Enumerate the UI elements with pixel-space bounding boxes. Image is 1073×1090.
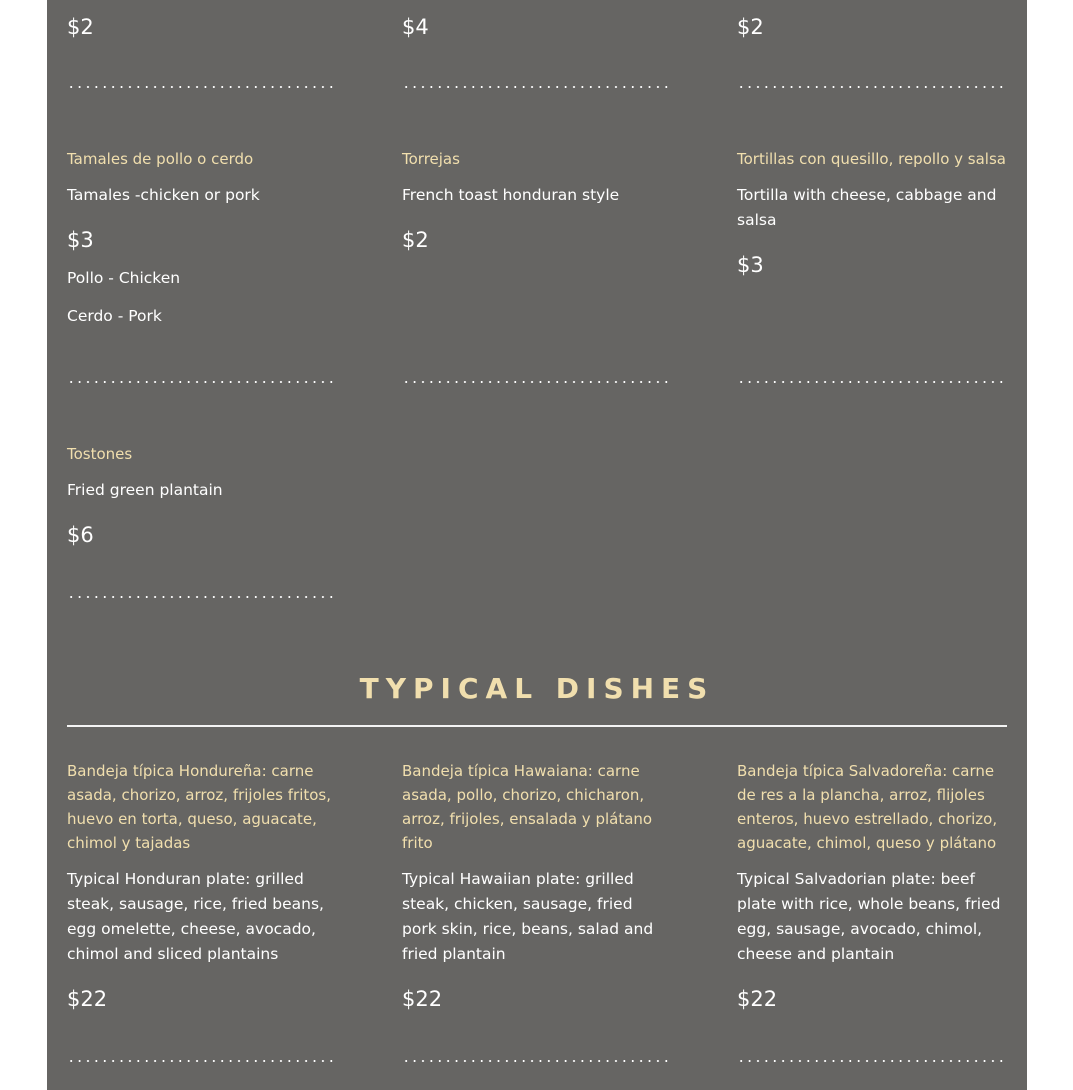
menu-item: [67, 442, 337, 550]
menu-item: [67, 759, 337, 1014]
item-name: Tamales de pollo o cerdo: [67, 150, 254, 168]
dotted-divider: [67, 86, 337, 88]
item-price: $22: [737, 987, 778, 1011]
item-price: $2: [67, 15, 94, 39]
item-price: $22: [67, 987, 108, 1011]
menu-item: [67, 12, 337, 42]
item-price: $4: [402, 15, 429, 39]
item-name: Tostones: [67, 445, 133, 463]
menu-item: [737, 12, 1007, 42]
item-description: French toast honduran style: [402, 186, 620, 204]
dotted-divider: [67, 596, 337, 598]
item-name: Torrejas: [402, 150, 460, 168]
item-description: Typical Honduran plate: grilled steak, sausage, rice, fried beans, egg omelette, cheese, avocado, chimol and sliced plantains: [67, 870, 324, 963]
item-price: $22: [402, 987, 443, 1011]
menu-item: [67, 147, 337, 328]
menu-item: [402, 12, 672, 42]
item-name: Bandeja típica Hawaiana: carne asada, pollo, chorizo, chicharon, arroz, frijoles, ensalada y plátano frito: [402, 762, 653, 852]
item-price: $6: [67, 523, 94, 547]
dotted-divider: [402, 381, 672, 383]
item-name: Tortillas con quesillo, repollo y salsa: [737, 150, 1006, 168]
section-divider: [67, 725, 1007, 727]
menu-item: [402, 759, 672, 1014]
menu-item: [402, 147, 672, 255]
item-name: Bandeja típica Hondureña: carne asada, chorizo, arroz, frijoles fritos, huevo en torta, queso, aguacate, chimol y tajadas: [67, 762, 332, 852]
item-price: $2: [737, 15, 764, 39]
item-description: Tortilla with cheese, cabbage and salsa: [737, 186, 997, 229]
item-price: $2: [402, 228, 429, 252]
menu-item: [737, 147, 1007, 280]
dotted-divider: [737, 381, 1007, 383]
dotted-divider: [737, 1060, 1007, 1062]
dotted-divider: [402, 1060, 672, 1062]
item-price: $3: [67, 228, 94, 252]
item-name: Bandeja típica Salvadoreña: carne de res a la plancha, arroz, flijoles enteros, huevo estrellado, chorizo, aguacate, chimol, queso y plátano: [737, 762, 998, 852]
dotted-divider: [737, 86, 1007, 88]
menu-item: [737, 759, 1007, 1014]
dotted-divider: [402, 86, 672, 88]
item-description: Tamales -chicken or pork: [67, 186, 260, 204]
item-note: Cerdo - Pork: [67, 307, 162, 325]
item-description: Typical Hawaiian plate: grilled steak, chicken, sausage, fried pork skin, rice, beans, salad and fried plantain: [402, 870, 654, 963]
item-note: Pollo - Chicken: [67, 269, 181, 287]
item-description: Fried green plantain: [67, 481, 223, 499]
dotted-divider: [67, 1060, 337, 1062]
dotted-divider: [67, 381, 337, 383]
item-description: Typical Salvadorian plate: beef plate with rice, whole beans, fried egg, sausage, avocado, chimol, cheese and plantain: [737, 870, 1001, 963]
section-title: TYPICAL DISHES: [359, 672, 715, 705]
item-price: $3: [737, 253, 764, 277]
